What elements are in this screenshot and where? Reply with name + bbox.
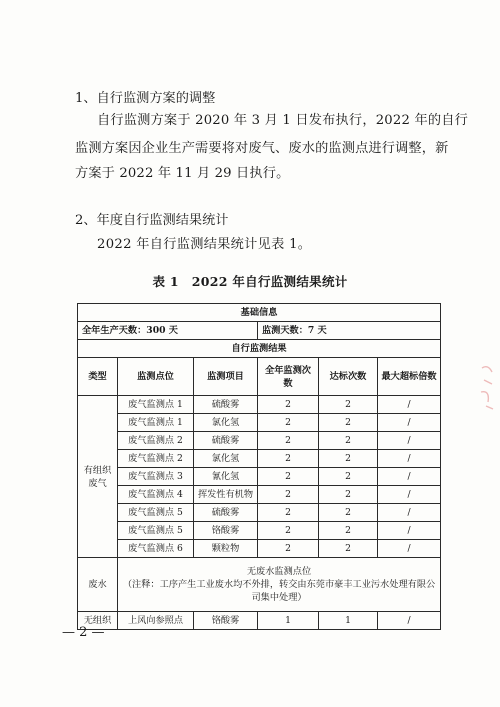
section2-line: 2022 年自行监测结果统计见表 1。 [97,237,312,252]
cell-max: / [378,522,441,540]
cell-count: 2 [258,540,319,558]
cell-count: 2 [258,522,319,540]
section1-line-1: 自行监测方案于 2020 年 3 月 1 日发布执行，2022 年的自行 [97,113,469,128]
cell-max: / [378,414,441,432]
page-number: — 2 — [62,625,105,640]
seal-stamp-edge [478,362,500,412]
cell-count: 2 [258,396,319,414]
cell-point: 废气监测点 2 [118,450,194,468]
cell-compliant: 2 [319,414,378,432]
unorganized-label: 无组织 [78,612,118,630]
cell-max: / [378,432,441,450]
production-days: 全年生产天数：300 天 [78,322,258,340]
table-row [78,540,441,558]
column-header-row [78,358,441,396]
organized-waste-gas-label: 有组织废气 [78,396,118,558]
cell-max: / [378,504,441,522]
wastewater-label: 废水 [78,558,118,612]
cell-item: 硫酸雾 [194,504,258,522]
section1-heading: 1、自行监测方案的调整 [75,91,216,106]
cell-count: 2 [258,504,319,522]
cell-point: 废气监测点 2 [118,432,194,450]
cell-point: 废气监测点 6 [118,540,194,558]
cell-count: 1 [258,612,319,630]
table-row [78,612,441,630]
section2-heading: 2、年度自行监测结果统计 [75,213,229,228]
cell-compliant: 2 [319,522,378,540]
wastewater-note: （注释：工序产生工业废水均不外排，转交由东莞市豪丰工业污水处理有限公司集中处理） [122,579,436,603]
table-row [78,486,441,504]
wastewater-title: 无废水监测点位 [246,566,312,577]
cell-compliant: 2 [319,504,378,522]
section1-line-2: 监测方案因企业生产需要将对废气、废水的监测点进行调整，新 [75,141,449,156]
cell-max: / [378,468,441,486]
col-header-count: 全年监测次数 [258,358,319,396]
table-row [78,414,441,432]
cell-item: 挥发性有机物 [194,486,258,504]
table-row [78,322,441,340]
cell-point: 废气监测点 5 [118,522,194,540]
results-header: 自行监测结果 [78,340,441,358]
table-caption: 表 1 2022 年自行监测结果统计 [152,274,348,289]
wastewater-cell [118,558,441,612]
cell-item: 氯化氢 [194,450,258,468]
table-row [78,432,441,450]
cell-item: 硫酸雾 [194,432,258,450]
table-row [78,396,441,414]
table-row [78,468,441,486]
cell-max: / [378,486,441,504]
table-row [78,304,441,322]
table-row [78,522,441,540]
cell-point: 废气监测点 4 [118,486,194,504]
cell-compliant: 2 [319,450,378,468]
cell-point: 废气监测点 3 [118,468,194,486]
cell-item: 氯化氢 [194,414,258,432]
col-header-item: 监测项目 [194,358,258,396]
cell-item: 铬酸雾 [194,522,258,540]
monitoring-results-table [77,303,441,630]
cell-item: 硫酸雾 [194,396,258,414]
cell-count: 2 [258,486,319,504]
cell-count: 2 [258,450,319,468]
cell-compliant: 2 [319,540,378,558]
cell-count: 2 [258,414,319,432]
cell-point: 上风向参照点 [118,612,194,630]
table-row [78,504,441,522]
cell-count: 2 [258,432,319,450]
cell-point: 废气监测点 1 [118,396,194,414]
col-header-type: 类型 [78,358,118,396]
cell-item: 铬酸雾 [194,612,258,630]
col-header-compliant: 达标次数 [319,358,378,396]
cell-item: 氰化氢 [194,468,258,486]
cell-max: / [378,612,441,630]
col-header-max-exceed: 最大超标倍数 [378,358,441,396]
cell-max: / [378,396,441,414]
cell-count: 2 [258,468,319,486]
section1-line-3: 方案于 2022 年 11 月 29 日执行。 [75,166,290,181]
table-row [78,340,441,358]
cell-compliant: 1 [319,612,378,630]
col-header-point: 监测点位 [118,358,194,396]
cell-point: 废气监测点 5 [118,504,194,522]
table-row [78,558,441,612]
cell-compliant: 2 [319,432,378,450]
basic-info-header: 基础信息 [78,304,441,322]
cell-compliant: 2 [319,468,378,486]
cell-item: 颗粒物 [194,540,258,558]
cell-max: / [378,540,441,558]
cell-compliant: 2 [319,396,378,414]
cell-compliant: 2 [319,486,378,504]
cell-max: / [378,450,441,468]
cell-point: 废气监测点 1 [118,414,194,432]
monitoring-days: 监测天数：7 天 [258,322,441,340]
table-row [78,450,441,468]
